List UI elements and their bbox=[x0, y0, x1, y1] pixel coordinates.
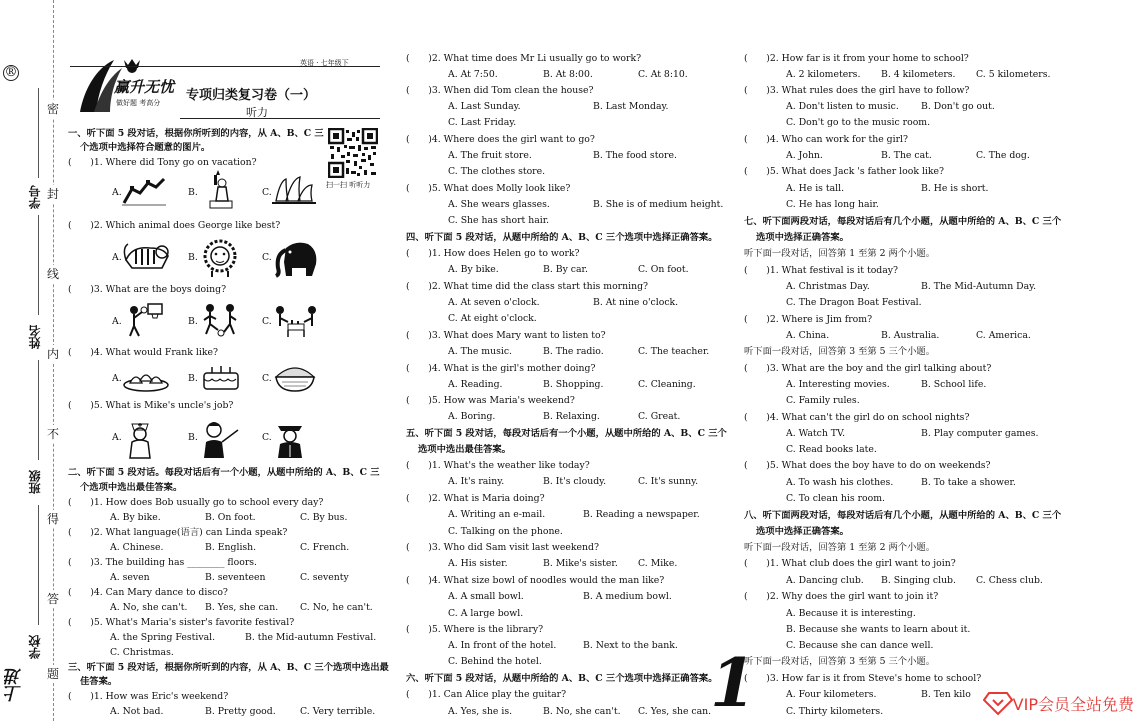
answer-option: C. Thirty kilometers. bbox=[786, 706, 884, 717]
answer-option: C. Mike. bbox=[638, 558, 678, 569]
answer-option: A. It's rainy. bbox=[448, 476, 505, 487]
answer-option: B. Shopping. bbox=[543, 379, 604, 390]
question-stem: ( )4. Where does the girl want to go? bbox=[406, 134, 595, 145]
page-number: 1 bbox=[710, 644, 756, 722]
option-letter: B. bbox=[188, 432, 198, 443]
field-line bbox=[38, 88, 39, 178]
vip-watermark[interactable] bbox=[981, 688, 1138, 718]
answer-option: C. seventy bbox=[300, 572, 349, 583]
answer-option: B. It's cloudy. bbox=[543, 476, 607, 487]
answer-option: C. Last Friday. bbox=[448, 117, 517, 128]
option-letter: A. bbox=[112, 316, 122, 327]
section-heading: 个选项中选择符合题意的图片。 bbox=[80, 142, 211, 153]
diamond-icon bbox=[983, 690, 1013, 716]
section-heading: 个选项中选出最佳答案。 bbox=[80, 482, 183, 493]
answer-option: B. Relaxing. bbox=[543, 411, 600, 422]
answer-option: B. No, she can't. bbox=[543, 706, 621, 717]
question-stem: ( )4. What size bowl of noodles would the man like? bbox=[406, 575, 665, 586]
answer-option: B. Mike's sister. bbox=[543, 558, 618, 569]
answer-option: B. Don't go out. bbox=[921, 101, 995, 112]
cut-char: 封 bbox=[47, 187, 60, 201]
bowl-of-rice-icon[interactable] bbox=[272, 363, 318, 393]
section-heading: 一、听下面 5 段对话，根据你所听到的内容，从 A、B、C 三 bbox=[68, 128, 324, 139]
answer-option: A. Dancing club. bbox=[786, 575, 864, 586]
answer-option: C. The dog. bbox=[976, 150, 1030, 161]
answer-option: A. No, she can't. bbox=[110, 602, 188, 613]
option-letter: B. bbox=[188, 316, 198, 327]
cut-char: 内 bbox=[47, 347, 60, 361]
answer-option: A. Because it is interesting. bbox=[786, 608, 916, 619]
question-stem: ( )5. What does the boy have to do on weekends? bbox=[744, 460, 991, 471]
answer-option: 听下面一段对话，回答第 3 至第 5 三个小题。 bbox=[744, 346, 935, 357]
answer-option: A. The music. bbox=[448, 346, 512, 357]
teacher-icon[interactable] bbox=[200, 418, 240, 460]
answer-option: C. Talking on the phone. bbox=[448, 526, 563, 537]
question-stem: ( )1. How does Bob usually go to school every day? bbox=[68, 497, 324, 508]
answer-option: B. He is short. bbox=[921, 183, 989, 194]
option-letter: B. bbox=[188, 252, 198, 263]
sydney-opera-house-icon[interactable] bbox=[272, 175, 316, 207]
cut-char: 得 bbox=[47, 512, 60, 526]
answer-option: B. The cat. bbox=[881, 150, 932, 161]
answer-option: B. The radio. bbox=[543, 346, 604, 357]
answer-option: A. the Spring Festival. bbox=[110, 632, 216, 643]
option-letter: C. bbox=[262, 373, 272, 384]
section-heading: 五、听下面 5 段对话，每段对话后有一个小题，从题中所给的 A、B、C 三个 bbox=[406, 428, 727, 439]
qr-label: 扫一扫 听听力 bbox=[326, 181, 371, 189]
section-heading: 七、听下面两段对话，每段对话后有几个小题，从题中所给的 A、B、C 三个 bbox=[744, 216, 1062, 227]
question-stem: ( )3. When did Tom clean the house? bbox=[406, 85, 594, 96]
question-stem: ( )5. What's Maria's sister's favorite festival? bbox=[68, 617, 295, 628]
question-stem: ( )5. How was Maria's weekend? bbox=[406, 395, 575, 406]
answer-option: B. A medium bowl. bbox=[583, 591, 672, 602]
field-school: 学校 bbox=[28, 635, 42, 659]
answer-option: A. He is tall. bbox=[786, 183, 845, 194]
answer-option: C. No, he can't. bbox=[300, 602, 373, 613]
answer-option: C. Cleaning. bbox=[638, 379, 696, 390]
answer-option: A. By bike. bbox=[110, 512, 161, 523]
section-heading: 选项中选出最佳答案。 bbox=[418, 444, 511, 455]
answer-option: C. America. bbox=[976, 330, 1031, 341]
option-letter: A. bbox=[112, 432, 122, 443]
answer-option: A. Don't listen to music. bbox=[786, 101, 899, 112]
answer-option: B. At 8:00. bbox=[543, 69, 593, 80]
answer-option: B. The food store. bbox=[593, 150, 677, 161]
brand-tagline: 做好题 考高分 bbox=[116, 99, 161, 107]
answer-option: B. the Mid-autumn Festival. bbox=[245, 632, 377, 643]
answer-option: B. By car. bbox=[543, 264, 588, 275]
option-letter: A. bbox=[112, 187, 122, 198]
answer-option: C. She has short hair. bbox=[448, 215, 550, 226]
question-stem: ( )2. Where is Jim from? bbox=[744, 314, 873, 325]
cut-char: 线 bbox=[47, 267, 60, 281]
answer-option: B. Last Monday. bbox=[593, 101, 669, 112]
option-letter: A. bbox=[112, 373, 122, 384]
cut-char: 密 bbox=[47, 102, 60, 116]
playing-soccer-icon[interactable] bbox=[200, 302, 244, 338]
question-stem: ( )2. Why does the girl want to join it? bbox=[744, 591, 939, 602]
answer-option: A. At seven o'clock. bbox=[448, 297, 540, 308]
answer-option: C. The Dragon Boat Festival. bbox=[786, 297, 922, 308]
answer-option: B. The Mid-Autumn Day. bbox=[921, 281, 1037, 292]
question-stem: ( )3. What does Mary want to listen to? bbox=[406, 330, 606, 341]
answer-option: A. 2 kilometers. bbox=[786, 69, 861, 80]
answer-option: A. Last Sunday. bbox=[448, 101, 521, 112]
section-heading: 选项中选择正确答案。 bbox=[756, 232, 849, 243]
question-stem: ( )5. What is Mike's uncle's job? bbox=[68, 400, 234, 411]
question-stem: ( )2. What is Maria doing? bbox=[406, 493, 545, 504]
lion-icon[interactable] bbox=[200, 238, 240, 278]
elephant-icon[interactable] bbox=[272, 238, 320, 278]
question-stem: ( )5. What does Jack 's father look like? bbox=[744, 166, 945, 177]
playing-chess-icon[interactable] bbox=[272, 302, 320, 338]
statue-of-liberty-icon[interactable] bbox=[200, 169, 236, 209]
answer-option: C. Because she can dance well. bbox=[786, 640, 934, 651]
question-stem: ( )1. How does Helen go to work? bbox=[406, 248, 580, 259]
question-stem: ( )4. Who can work for the girl? bbox=[744, 134, 908, 145]
question-stem: ( )5. Where is the library? bbox=[406, 624, 544, 635]
answer-option: C. Read books late. bbox=[786, 444, 877, 455]
question-stem: ( )3. The building has ________ floors. bbox=[68, 557, 257, 568]
answer-option: B. School life. bbox=[921, 379, 987, 390]
answer-option: 听下面一段对话，回答第 1 至第 2 两个小题。 bbox=[744, 542, 935, 553]
answer-option: C. Great. bbox=[638, 411, 681, 422]
answer-option: A. Not bad. bbox=[110, 706, 164, 717]
answer-option: B. Next to the bank. bbox=[583, 640, 678, 651]
question-stem: ( )1. What festival is it today? bbox=[744, 265, 899, 276]
answer-option: C. Chess club. bbox=[976, 575, 1043, 586]
birthday-cake-icon[interactable] bbox=[200, 363, 242, 393]
question-stem: ( )3. How far is it from Steve's home to school? bbox=[744, 673, 982, 684]
cut-char: 题 bbox=[47, 667, 60, 681]
answer-option: C. At eight o'clock. bbox=[448, 313, 537, 324]
answer-option: 听下面一段对话，回答第 1 至第 2 两个小题。 bbox=[744, 248, 935, 259]
answer-option: A. A small bowl. bbox=[448, 591, 524, 602]
playing-basketball-icon[interactable] bbox=[122, 302, 166, 338]
answer-option: A. John. bbox=[786, 150, 823, 161]
answer-option: A. His sister. bbox=[448, 558, 508, 569]
answer-option: A. Watch TV. bbox=[786, 428, 846, 439]
answer-option: A. By bike. bbox=[448, 264, 499, 275]
subject-tag: 英语 · 七年级下 bbox=[300, 59, 349, 67]
answer-option: C. Very terrible. bbox=[300, 706, 376, 717]
registered-mark: ® bbox=[4, 65, 18, 80]
question-stem: ( )1. What's the weather like today? bbox=[406, 460, 590, 471]
answer-option: B. Singing club. bbox=[881, 575, 956, 586]
question-stem: ( )4. What can't the girl do on school nights? bbox=[744, 412, 970, 423]
dumplings-icon[interactable] bbox=[122, 363, 170, 393]
answer-option: A. Interesting movies. bbox=[786, 379, 890, 390]
nurse-icon[interactable] bbox=[122, 418, 158, 460]
option-letter: C. bbox=[262, 187, 272, 198]
question-stem: ( )2. Which animal does George like best? bbox=[68, 220, 281, 231]
answer-option: C. He has long hair. bbox=[786, 199, 879, 210]
field-line bbox=[38, 360, 39, 460]
field-name: 姓名 bbox=[28, 325, 42, 349]
answer-option: C. The clothes store. bbox=[448, 166, 546, 177]
answer-option: C. A large bowl. bbox=[448, 608, 524, 619]
answer-option: C. Family rules. bbox=[786, 395, 860, 406]
question-stem: ( )2. What time did the class start this morning? bbox=[406, 281, 649, 292]
answer-option: 听下面一段对话，回答第 3 至第 5 三个小题。 bbox=[744, 656, 935, 667]
page-title: 专项归类复习卷（一） bbox=[186, 88, 317, 103]
section-heading: 二、听下面 5 段对话。每段对话后有一个小题，从题中所给的 A、B、C 三 bbox=[68, 467, 380, 478]
answer-option: B. Australia. bbox=[881, 330, 940, 341]
answer-option: A. To wash his clothes. bbox=[786, 477, 894, 488]
answer-option: B. To take a shower. bbox=[921, 477, 1016, 488]
option-letter: A. bbox=[112, 252, 122, 263]
answer-option: A. Chinese. bbox=[110, 542, 164, 553]
qr-code-icon bbox=[328, 128, 378, 178]
side-logo: 上进 bbox=[5, 668, 25, 702]
answer-option: A. China. bbox=[786, 330, 830, 341]
answer-option: B. Because she wants to learn about it. bbox=[786, 624, 971, 635]
answer-option: C. On foot. bbox=[638, 264, 689, 275]
answer-option: A. Yes, she is. bbox=[448, 706, 513, 717]
field-line bbox=[38, 215, 39, 315]
question-stem: ( )3. Who did Sam visit last weekend? bbox=[406, 542, 599, 553]
tiger-icon[interactable] bbox=[122, 238, 172, 276]
answer-option: A. Christmas Day. bbox=[786, 281, 870, 292]
answer-option: A. The fruit store. bbox=[448, 150, 532, 161]
option-letter: B. bbox=[188, 187, 198, 198]
question-stem: ( )4. Can Mary dance to disco? bbox=[68, 587, 228, 598]
answer-option: C. Don't go to the music room. bbox=[786, 117, 931, 128]
answer-option: A. In front of the hotel. bbox=[448, 640, 557, 651]
option-letter: C. bbox=[262, 316, 272, 327]
answer-option: C. By bus. bbox=[300, 512, 348, 523]
field-class: 班级 bbox=[28, 470, 42, 494]
section-heading: 六、听下面 5 段对话，从题中所给的 A、B、C 三个选项中选择正确答案。 bbox=[406, 673, 718, 684]
field-student-number: 学号 bbox=[28, 185, 42, 209]
great-wall-icon[interactable] bbox=[122, 175, 166, 207]
answer-option: B. seventeen bbox=[205, 572, 266, 583]
answer-option: B. She is of medium height. bbox=[593, 199, 724, 210]
answer-option: B. Pretty good. bbox=[205, 706, 276, 717]
answer-option: C. At 8:10. bbox=[638, 69, 688, 80]
option-letter: C. bbox=[262, 432, 272, 443]
option-letter: C. bbox=[262, 252, 272, 263]
section-heading: 四、听下面 5 段对话，从题中所给的 A、B、C 三个选项中选择正确答案。 bbox=[406, 232, 718, 243]
cut-char: 答 bbox=[47, 592, 60, 606]
vip-watermark-text: VIP会员全站免费 bbox=[1012, 694, 1134, 714]
answer-option: A. She wears glasses. bbox=[448, 199, 550, 210]
question-stem: ( )3. What rules does the girl have to follow? bbox=[744, 85, 970, 96]
page-subtitle: 听力 bbox=[246, 106, 268, 119]
brand-logo bbox=[74, 54, 178, 116]
question-stem: ( )3. What are the boy and the girl talking about? bbox=[744, 363, 992, 374]
section-heading: 八、听下面两段对话，每段对话后有几个小题，从题中所给的 A、B、C 三个 bbox=[744, 510, 1062, 521]
binding-strip bbox=[0, 0, 66, 721]
question-stem: ( )4. What would Frank like? bbox=[68, 347, 218, 358]
question-stem: ( )2. What time does Mr Li usually go to work? bbox=[406, 53, 642, 64]
qr-code[interactable] bbox=[328, 128, 378, 178]
section-heading: 选项中选择正确答案。 bbox=[756, 526, 849, 537]
answer-option: B. On foot. bbox=[205, 512, 256, 523]
answer-option: A. Writing an e-mail. bbox=[448, 509, 546, 520]
answer-option: C. Christmas. bbox=[110, 647, 174, 658]
answer-option: A. Boring. bbox=[448, 411, 496, 422]
answer-option: C. Yes, she can. bbox=[638, 706, 712, 717]
question-stem: ( )1. What club does the girl want to join? bbox=[744, 558, 956, 569]
answer-option: B. 4 kilometers. bbox=[881, 69, 956, 80]
brand-name: 赢升无忧 bbox=[114, 78, 175, 96]
policeman-icon[interactable] bbox=[272, 418, 308, 460]
option-letter: B. bbox=[188, 373, 198, 384]
answer-option: C. To clean his room. bbox=[786, 493, 885, 504]
answer-option: B. At nine o'clock. bbox=[593, 297, 679, 308]
question-stem: ( )1. Where did Tony go on vacation? bbox=[68, 157, 257, 168]
answer-option: C. Behind the hotel. bbox=[448, 656, 542, 667]
question-stem: ( )1. Can Alice play the guitar? bbox=[406, 689, 567, 700]
question-stem: ( )1. How was Eric's weekend? bbox=[68, 691, 229, 702]
answer-option: B. Reading a newspaper. bbox=[583, 509, 700, 520]
section-heading: 佳答案。 bbox=[80, 676, 118, 687]
section-heading: 三、听下面 5 段对话，根据你所听到的内容，从 A、B、C 三个选项中选出最 bbox=[68, 662, 389, 673]
answer-option: C. The teacher. bbox=[638, 346, 710, 357]
cut-char: 不 bbox=[47, 427, 60, 441]
question-stem: ( )2. How far is it from your home to school? bbox=[744, 53, 969, 64]
answer-option: A. seven bbox=[110, 572, 150, 583]
answer-option: A. Four kilometers. bbox=[786, 689, 877, 700]
answer-option: A. Reading. bbox=[448, 379, 503, 390]
title-rule bbox=[180, 118, 380, 119]
question-stem: ( )5. What does Molly look like? bbox=[406, 183, 571, 194]
answer-option: B. English. bbox=[205, 542, 257, 553]
answer-option: B. Ten kilo bbox=[921, 689, 971, 700]
answer-option: C. 5 kilometers. bbox=[976, 69, 1051, 80]
question-stem: ( )4. What is the girl's mother doing? bbox=[406, 363, 596, 374]
answer-option: C. It's sunny. bbox=[638, 476, 699, 487]
field-line bbox=[38, 505, 39, 625]
answer-option: B. Yes, she can. bbox=[205, 602, 279, 613]
answer-option: A. At 7:50. bbox=[448, 69, 498, 80]
question-stem: ( )2. What language(语言) can Linda speak? bbox=[68, 527, 288, 538]
question-stem: ( )3. What are the boys doing? bbox=[68, 284, 227, 295]
answer-option: B. Play computer games. bbox=[921, 428, 1039, 439]
answer-option: C. French. bbox=[300, 542, 350, 553]
